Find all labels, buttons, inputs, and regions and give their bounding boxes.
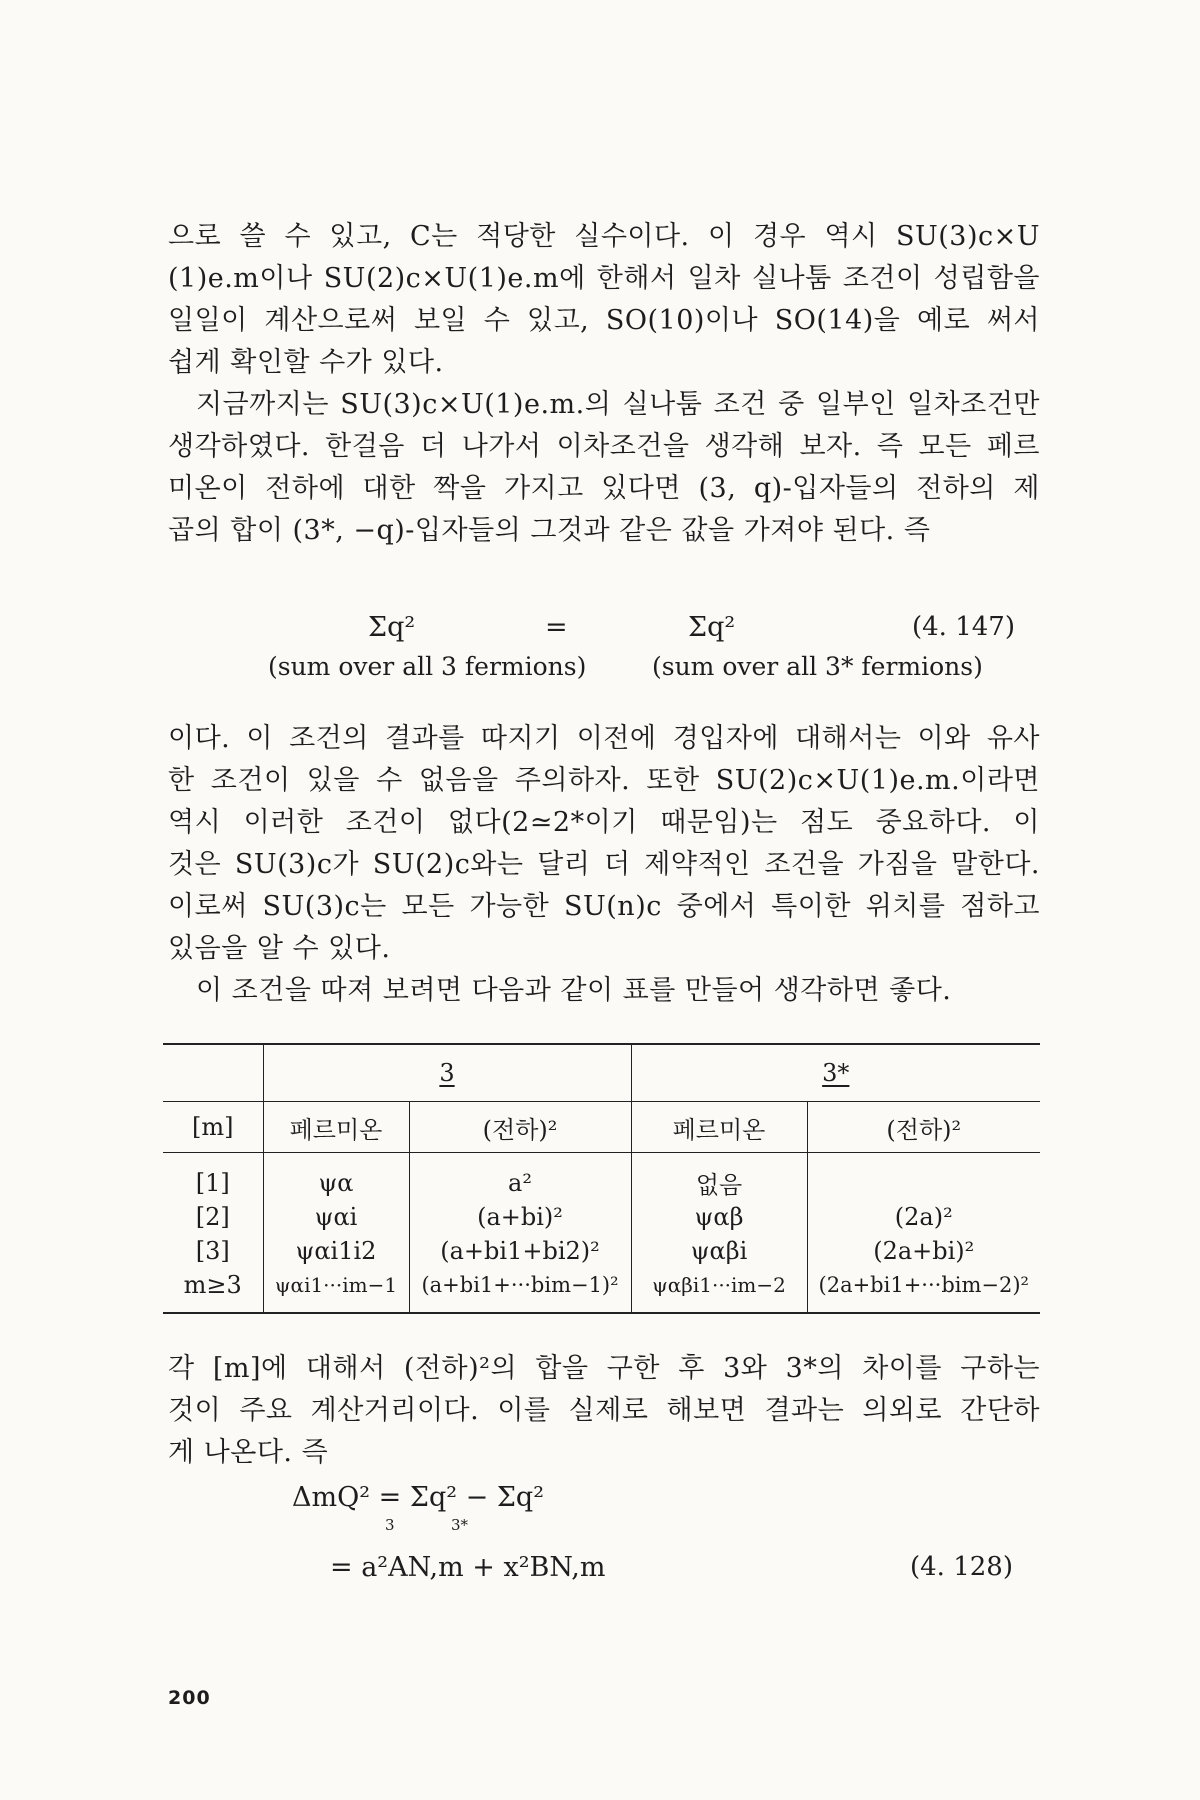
cell-m: m≥3 (163, 1268, 263, 1313)
cell-fermion-3star: ψαβ (631, 1200, 807, 1234)
group-3-header: 3 (263, 1044, 631, 1102)
col-m-header: [m] (163, 1102, 263, 1153)
cell-fermion-3star: 없음 (631, 1153, 807, 1201)
paragraph-5 (168, 1348, 1040, 1474)
equation-rhs: Σq² (688, 612, 736, 643)
equation-number: (4. 147) (912, 612, 1015, 642)
col-fermion-3star-header: 페르미온 (631, 1102, 807, 1153)
text-line: 쉽게 확인할 수가 있다. (168, 347, 444, 378)
cell-charge-3star: (2a)² (807, 1200, 1040, 1234)
text-line: 곱의 합이 (3*, −q)-입자들의 그것과 같은 값을 가져야 된다. 즉 (168, 515, 931, 546)
cell-m: [1] (195, 1168, 230, 1197)
paragraph-2 (168, 384, 1040, 552)
text-line: 이다. 이 조건의 결과를 따지기 이전에 경입자에 대해서는 이와 유사 (168, 723, 1040, 754)
text-line: 역시 이러한 조건이 없다(2≃2*이기 때문임)는 점도 중요하다. 이 (168, 807, 1040, 838)
text-line: 한 조건이 있을 수 없음을 주의하자. 또한 SU(2)c×U(1)e.m.이라면 (168, 765, 1040, 796)
group-3star-header: 3* (631, 1044, 1040, 1102)
text-line: 있음을 알 수 있다. (168, 933, 391, 964)
cell-fermion-3: ψα (263, 1153, 409, 1201)
col-fermion-3-header: 페르미온 (263, 1102, 409, 1153)
paragraph-1 (168, 216, 1040, 384)
equation-lhs: Σq² (368, 612, 416, 643)
paragraph-3 (168, 718, 1040, 970)
equation-line-1: ΔmQ² = Σq² − Σq² (292, 1482, 545, 1513)
cell-charge-3star: (2a+bi1+···bim−2)² (807, 1268, 1040, 1313)
equation-sum-sub-2: 3* (451, 1516, 469, 1534)
text-line: 생각하였다. 한걸음 더 나가서 이차조건을 생각해 보자. 즉 모든 페르 (168, 431, 1040, 462)
text-line: 이로써 SU(3)c는 모든 가능한 SU(n)c 중에서 특이한 위치를 점하고 (168, 891, 1040, 922)
col-charge-3star-header: (전하)² (807, 1102, 1040, 1153)
table-column-header (163, 1102, 1040, 1153)
table-row (163, 1268, 1040, 1313)
text-line: 것이 주요 계산거리이다. 이를 실제로 해보면 결과는 의외로 간단하 (168, 1395, 1040, 1426)
text-line: 이 조건을 따져 보려면 다음과 같이 표를 만들어 생각하면 좋다. (196, 975, 952, 1006)
cell-fermion-3: ψαi1i2 (263, 1234, 409, 1268)
cell-fermion-3: ψαi1···im−1 (263, 1268, 409, 1313)
paragraph-4 (168, 970, 1040, 1012)
text-line: 미온이 전하에 대한 짝을 가지고 있다면 (3, q)-입자들의 전하의 제 (168, 473, 1040, 504)
text-line: 일일이 계산으로써 보일 수 있고, SO(10)이나 SO(14)을 예로 써서 (168, 305, 1040, 336)
cell-m: [2] (195, 1203, 230, 1231)
equation-rhs-note: (sum over all 3* fermions) (652, 652, 983, 681)
cell-charge-3: (a+bi1+bi2)² (409, 1234, 631, 1268)
table-row (163, 1200, 1040, 1234)
text-line: 각 [m]에 대해서 (전하)²의 합을 구한 후 3와 3*의 차이를 구하는 (168, 1353, 1040, 1384)
text-line: (1)e.m이나 SU(2)c×U(1)e.m에 한해서 일차 실나툼 조건이 성립함을 (168, 263, 1040, 294)
table-group-header (163, 1044, 1040, 1102)
cell-fermion-3star: ψαβi1···im−2 (631, 1268, 807, 1313)
cell-charge-3star: (2a+bi)² (807, 1234, 1040, 1268)
cell-fermion-3: ψαi (263, 1200, 409, 1234)
cell-charge-3star (807, 1153, 1040, 1201)
equation-number: (4. 128) (910, 1552, 1013, 1582)
text-line: 것은 SU(3)c가 SU(2)c와는 달리 더 제약적인 조건을 가짐을 말한다. (168, 849, 1040, 880)
cell-charge-3: (a+bi)² (409, 1200, 631, 1234)
text-line: 으로 쓸 수 있고, C는 적당한 실수이다. 이 경우 역시 SU(3)c×U (168, 221, 1040, 252)
table-row (163, 1234, 1040, 1268)
cell-charge-3: (a+bi1+···bim−1)² (409, 1268, 631, 1313)
col-charge-3-header: (전하)² (409, 1102, 631, 1153)
equation-sum-sub-1: 3 (385, 1516, 395, 1534)
text-line: 지금까지는 SU(3)c×U(1)e.m.의 실나툼 조건 중 일부인 일차조건만 (196, 389, 1040, 420)
page-number: 200 (168, 1687, 211, 1709)
table-row (163, 1153, 1040, 1201)
equation-equals: = (545, 612, 568, 643)
cell-m: [3] (195, 1237, 230, 1265)
cell-fermion-3star: ψαβi (631, 1234, 807, 1268)
charge-table (163, 1043, 1040, 1314)
text-line: 게 나온다. 즉 (168, 1437, 329, 1468)
equation-line-2: = a²AN,m + x²BN,m (330, 1552, 606, 1583)
table-corner (163, 1044, 263, 1102)
equation-lhs-note: (sum over all 3 fermions) (268, 652, 587, 681)
cell-charge-3: a² (409, 1153, 631, 1201)
